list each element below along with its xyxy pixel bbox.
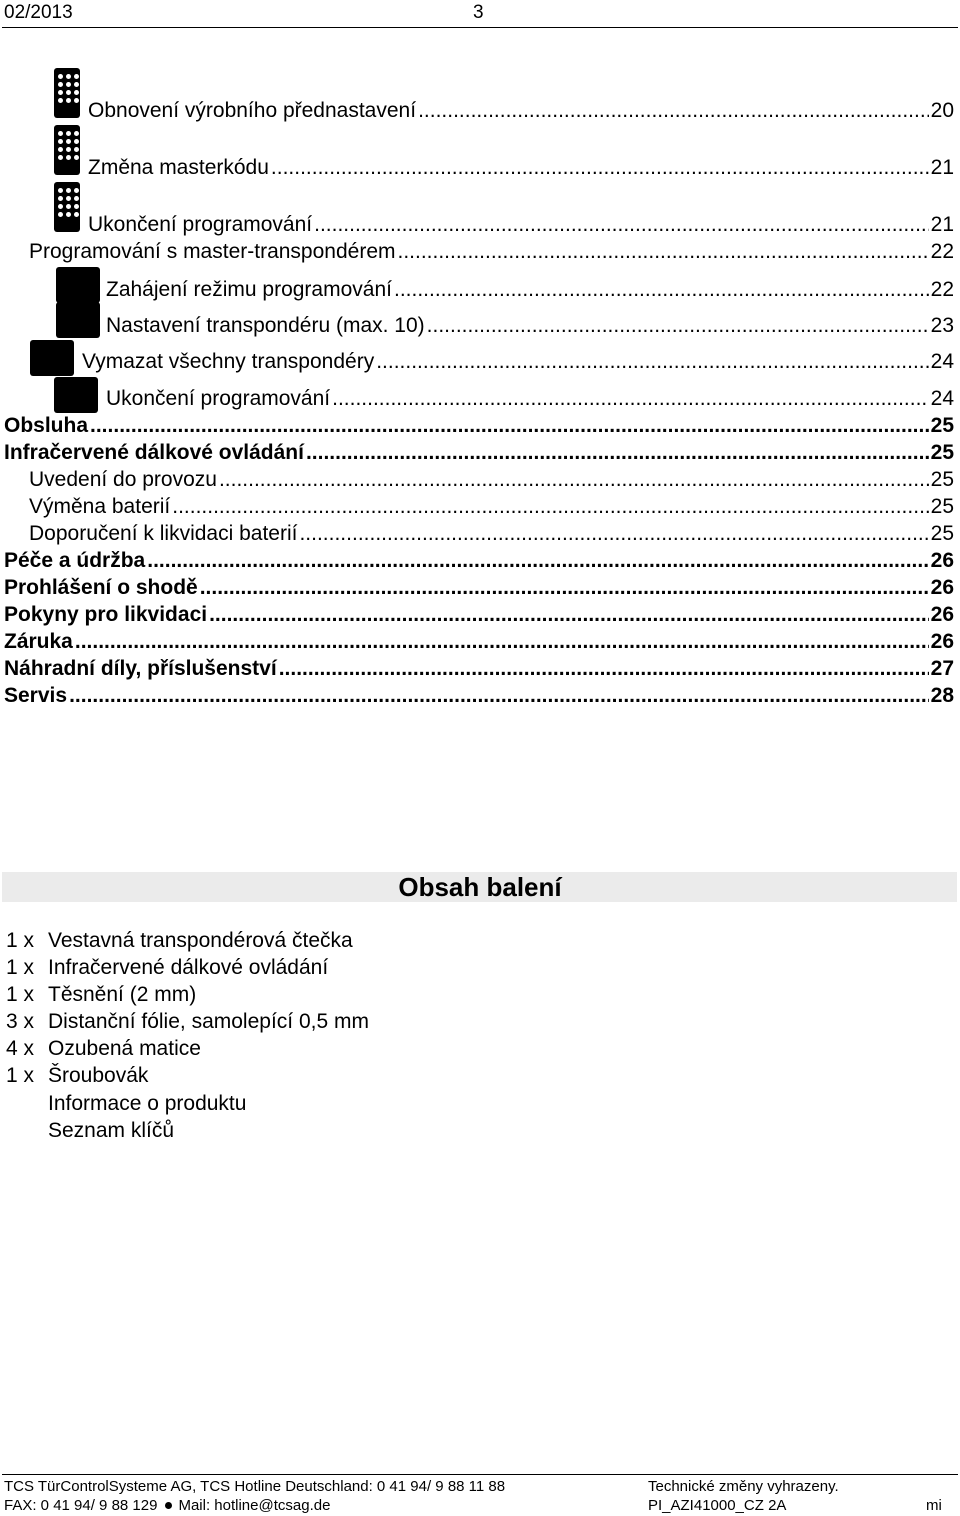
footer-divider <box>2 1474 958 1475</box>
toc-entry-label: Péče a údržba <box>4 549 146 572</box>
toc-entry-page: 28 <box>930 684 954 707</box>
toc-entry[interactable] <box>88 213 954 237</box>
toc-entry[interactable] <box>4 414 954 438</box>
toc-entry[interactable] <box>4 657 954 681</box>
toc-entry[interactable] <box>4 630 954 654</box>
toc-entry-page: 26 <box>930 549 954 572</box>
toc-entry-label: Náhradní díly, příslušenství <box>4 657 277 680</box>
package-title: Obsah balení <box>398 872 562 902</box>
package-item: 3 x Distanční fólie, samolepící 0,5 mm <box>6 1010 369 1033</box>
toc-entry[interactable] <box>29 240 954 264</box>
transponder-icon <box>54 377 98 413</box>
toc-entry-page: 25 <box>930 441 954 464</box>
toc-entry-label: Infračervené dálkové ovládání <box>4 441 304 464</box>
toc-entry-page: 26 <box>930 603 954 626</box>
keypad-icon <box>54 125 80 175</box>
toc-entry[interactable] <box>82 350 954 374</box>
toc-entry-label: Doporučení k likvidaci baterií <box>29 522 298 545</box>
toc-entry-label: Ukončení programování <box>88 213 313 236</box>
package-item: 4 x Ozubená matice <box>6 1037 201 1060</box>
package-item: Seznam klíčů <box>48 1119 175 1142</box>
toc-entry[interactable] <box>106 387 954 411</box>
toc-entry-page: 25 <box>930 468 954 491</box>
header-date: 02/2013 <box>4 2 73 23</box>
toc-entry[interactable] <box>106 278 954 302</box>
toc-entry-page: 25 <box>930 414 954 437</box>
bullet-icon <box>165 1502 172 1509</box>
toc-entry-label: Prohlášení o shodě <box>4 576 198 599</box>
footer-fax: FAX: 0 41 94/ 9 88 129 <box>4 1497 158 1514</box>
toc-entry[interactable] <box>29 468 954 492</box>
footer-changes: Technické změny vyhrazeny. <box>648 1478 839 1495</box>
toc-entry-page: 25 <box>930 522 954 545</box>
toc-entry[interactable] <box>4 576 954 600</box>
toc-entry-page: 26 <box>930 576 954 599</box>
footer-contact <box>4 1497 330 1514</box>
toc-entry[interactable] <box>4 441 954 465</box>
toc-entry-label: Změna masterkódu <box>88 156 269 179</box>
toc-entry-page: 22 <box>930 278 954 301</box>
package-item: 1 x Těsnění (2 mm) <box>6 983 197 1006</box>
toc-entry-page: 20 <box>930 99 954 122</box>
package-item: Informace o produktu <box>48 1092 247 1115</box>
package-item: 1 x Infračervené dálkové ovládání <box>6 956 329 979</box>
footer-docid: PI_AZI41000_CZ 2A <box>648 1497 787 1514</box>
toc-entry[interactable] <box>88 156 954 180</box>
toc-entry-page: 24 <box>930 350 954 373</box>
toc-entry-page: 23 <box>930 314 954 337</box>
toc-entry[interactable] <box>88 99 954 123</box>
toc-entry[interactable] <box>4 603 954 627</box>
toc-entry[interactable] <box>29 522 954 546</box>
footer-company: TCS TürControlSysteme AG, TCS Hotline Deutschland: 0 41 94/ 9 88 11 88 <box>4 1478 506 1495</box>
toc-entry-page: 24 <box>930 387 954 410</box>
transponder-icon <box>56 302 100 338</box>
toc-entry-label: Uvedení do provozu <box>29 468 217 491</box>
toc-entry-label: Pokyny pro likvidaci <box>4 603 208 626</box>
package-item: 1 x Vestavná transpondérová čtečka <box>6 929 353 952</box>
toc-entry[interactable] <box>106 314 954 338</box>
toc-entry-label: Ukončení programování <box>106 387 331 410</box>
toc-entry-label: Vymazat všechny transpondéry <box>82 350 375 373</box>
keypad-icon <box>54 68 80 118</box>
transponder-icon <box>30 340 74 376</box>
toc-entry-label: Programování s master-transpondérem <box>29 240 396 263</box>
footer-lang: mi <box>926 1497 942 1514</box>
toc-entry-label: Záruka <box>4 630 73 653</box>
toc-entry-page: 26 <box>930 630 954 653</box>
toc-entry-label: Nastavení transpondéru (max. 10) <box>106 314 425 337</box>
toc-entry-page: 21 <box>930 156 954 179</box>
toc-entry-label: Zahájení režimu programování <box>106 278 392 301</box>
keypad-icon <box>54 182 80 232</box>
toc-entry-page: 27 <box>930 657 954 680</box>
toc-entry-page: 21 <box>930 213 954 236</box>
transponder-icon <box>56 267 100 303</box>
toc-entry[interactable] <box>4 549 954 573</box>
header-page-number: 3 <box>473 2 484 23</box>
toc-entry-page: 22 <box>930 240 954 263</box>
toc-entry[interactable] <box>4 684 954 708</box>
toc-entry-label: Výměna baterií <box>29 495 171 518</box>
toc-entry-label: Obsluha <box>4 414 89 437</box>
toc-entry-label: Obnovení výrobního přednastavení <box>88 99 417 122</box>
toc-entry[interactable] <box>29 495 954 519</box>
header-divider <box>2 27 958 28</box>
toc-entry-page: 25 <box>930 495 954 518</box>
package-item: 1 x Šroubovák <box>6 1064 149 1087</box>
footer-mail[interactable]: Mail: hotline@tcsag.de <box>178 1497 331 1514</box>
toc-entry-label: Servis <box>4 684 68 707</box>
